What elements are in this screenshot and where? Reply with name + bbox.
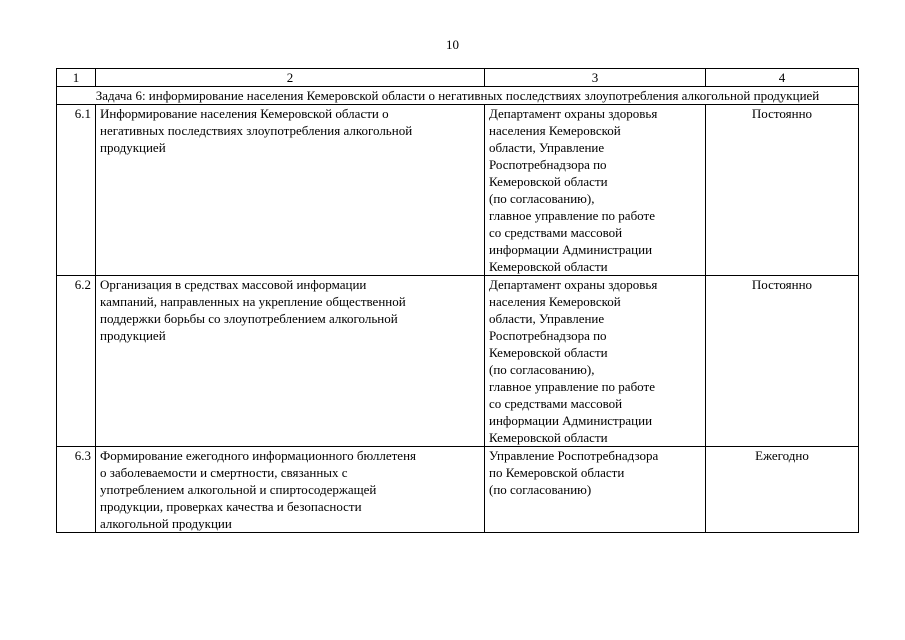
page-number: 10 — [446, 37, 459, 52]
table-row — [57, 105, 859, 276]
activity-cell: Информирование населения Кемеровской области о негативных последствиях злоупотребления алкогольной продукцией — [96, 105, 485, 276]
task-row — [57, 87, 859, 105]
measures-table — [56, 68, 859, 533]
period-cell: Постоянно — [706, 276, 859, 447]
row-number: 6.3 — [57, 447, 96, 533]
header-row — [57, 69, 859, 87]
responsible-cell: Управление Роспотребнадзора по Кемеровской области (по согласованию) — [485, 447, 706, 533]
responsible-cell: Департамент охраны здоровья населения Кемеровской области, Управление Роспотребнадзора по Кемеровской области (по согласованию), главное управление по работе со средствами массовой информации Администрации Кемеровской области — [485, 276, 706, 447]
header-col-2: 2 — [96, 69, 485, 87]
header-col-4: 4 — [706, 69, 859, 87]
header-col-1: 1 — [57, 69, 96, 87]
activity-cell: Формирование ежегодного информационного бюллетеня о заболеваемости и смертности, связанных с употреблением алкогольной и спиртосодержащей продукции, проверках качества и безопасности алкогольной продукции — [96, 447, 485, 533]
table-row — [57, 276, 859, 447]
row-number: 6.2 — [57, 276, 96, 447]
period-cell: Постоянно — [706, 105, 859, 276]
header-col-3: 3 — [485, 69, 706, 87]
responsible-cell: Департамент охраны здоровья населения Кемеровской области, Управление Роспотребнадзора по Кемеровской области (по согласованию), главное управление по работе со средствами массовой информации Администрации Кемеровской области — [485, 105, 706, 276]
activity-cell: Организация в средствах массовой информации кампаний, направленных на укрепление общественной поддержки борьбы со злоупотреблением алкогольной продукцией — [96, 276, 485, 447]
period-cell: Ежегодно — [706, 447, 859, 533]
table-row — [57, 447, 859, 533]
row-number: 6.1 — [57, 105, 96, 276]
task-title: Задача 6: информирование населения Кемеровской области о негативных последствиях злоупотребления алкогольной продукцией — [57, 87, 859, 105]
